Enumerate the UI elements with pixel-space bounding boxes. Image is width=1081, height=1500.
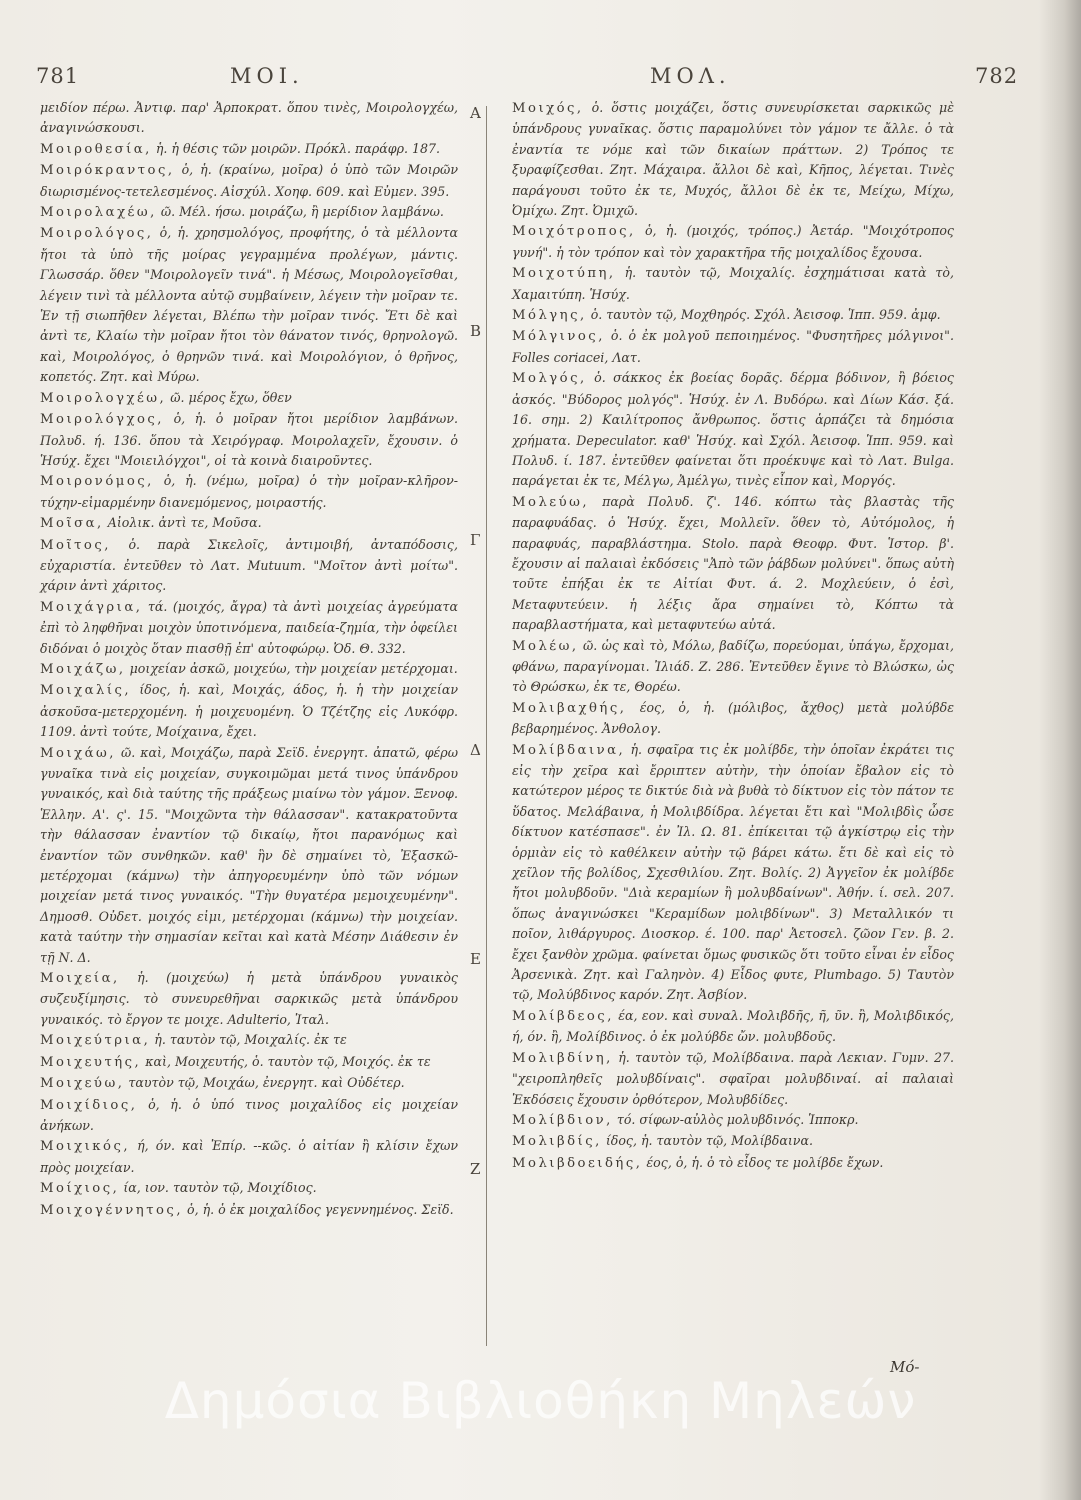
dictionary-entry bbox=[40, 223, 458, 387]
dictionary-entry bbox=[40, 98, 458, 139]
entry-headword: Μολιβδίνη, bbox=[512, 1050, 613, 1066]
dictionary-entry bbox=[512, 326, 954, 368]
column-divider bbox=[486, 106, 487, 1346]
entry-definition: παρὰ Πολυδ. ζ'. 146. κόπτω τὰς βλαστὰς τῆς παραφυάδας. ὁ Ἡσύχ. ἔχει, Μολλεῖν. ὅθεν τὸ, Αὐτόμολος, ἡ παραφυάς, παραβλάστημα. Stolo. παρὰ Θεοφρ. Φυτ. Ἱστορ. β'. ἔχουσιν αἱ παλαιαὶ ἐκδόσεις "Ἀπὸ τῶν ῥάβδων μολύνει". ὅπως αὐτὴ τοῦτε ἐπήξαι ἐκ τε Αἰτίαι Φυτ. ά. 2. Μοχλεύειν, ὁ ἐσὶ, Μεταφυτεύειν. ἡ λέξις ἄρα σημαίνει τὸ, Κόπτω τὰ παραβλαστήματα, καὶ μεταφυτεύω αὐτά. bbox=[512, 493, 954, 633]
entry-headword: Μολίβδιον, bbox=[512, 1112, 613, 1128]
dictionary-entry bbox=[40, 409, 458, 471]
entry-headword: Μοιρολαχέω, bbox=[40, 205, 157, 221]
entry-definition: ίδος, ἡ. καὶ, Μοιχάς, άδος, ἡ. ἡ τὴν μοιχείαν ἀσκοῦσα-μετερχομένη. ἡ μοιχευομένη. Ὁ Τζέτζης εἰς Λυκόφρ. 1109. ἀντὶ τούτε, Μοίχαινα, ἔχει. bbox=[40, 682, 458, 740]
entry-definition: ίδος, ἡ. ταυτὸν τῷ, Μολίβδαινα. bbox=[605, 1133, 813, 1149]
dictionary-entry bbox=[512, 492, 954, 636]
entry-definition: μοιχείαν ἀσκῶ, μοιχεύω, τὴν μοιχείαν μετέρχομαι. bbox=[129, 660, 458, 676]
dictionary-entry bbox=[40, 1200, 458, 1221]
dictionary-entry bbox=[40, 139, 458, 160]
dictionary-entry bbox=[40, 160, 458, 202]
right-running-headword: ΜΟΛ. bbox=[650, 64, 731, 88]
entry-definition: ὁ, ἡ. (νέμω, μοῖρα) ὁ τὴν μοῖραν-κλῆρον-τύχην-εἱμαρμένην διανεμόμενος, μοιραστής. bbox=[40, 473, 458, 510]
dictionary-entry bbox=[40, 471, 458, 513]
entry-headword: Μοιχάζω, bbox=[40, 661, 126, 677]
entry-headword: Μοιχάγρια, bbox=[40, 599, 143, 615]
dictionary-entry bbox=[40, 1136, 458, 1178]
entry-headword: Μοιχότροπος, bbox=[512, 224, 636, 240]
entry-definition: έος, ὁ, ἡ. (μόλιβος, ἄχθος) μετὰ μολύβδε βεβαρημένος. Ἀνθολογ. bbox=[512, 699, 954, 737]
dictionary-entry bbox=[40, 388, 458, 409]
signature-letter: Β bbox=[470, 322, 482, 340]
left-running-headword: ΜΟΙ. bbox=[230, 64, 304, 88]
signature-letter: Ζ bbox=[470, 1160, 481, 1178]
dictionary-entry bbox=[512, 636, 954, 698]
entry-definition: μειδίον πέρω. Ἀντιφ. παρ' Ἀρποκρατ. ὅπου τινὲς, Μοιρολογχέω, ἀναγινώσκουσι. bbox=[40, 100, 458, 136]
entry-headword: Μοιρονόμος, bbox=[40, 474, 154, 490]
entry-definition: ὁ, ἡ. ὁ μοῖραν ἤτοι μερίδιον λαμβάνων. Πολυδ. ή. 136. ὅπου τὰ Χειρόγραφ. Μοιρολαχεῖν, ἔχουσιν. ὁ Ἡσύχ. ἔχει "Μοιειλόγχοι", οἱ τὰ κοινὰ διαιροῦντες. bbox=[40, 411, 458, 468]
entry-definition: ὁ. σάκκος ἐκ βοείας δορᾶς. δέρμα βόδινον, ἢ βόειος ἀσκός. "Βύδορος μολγός". Ἡσύχ. ἐν Λ. Βυδόρω. καὶ Δίων Κάσ. ξά. 16. σημ. 2) Καιλίτροπος ἄνθρωπος. ὅστις ἁρπάζει τὰ δημόσια χρήματα. Depeculator. καθ' Ἡσύχ. καὶ Σχόλ. Ἀεισοφ. Ἱππ. 959. καὶ Πολυδ. ί. 187. ἐντεῦθεν φαίνεται ὅτι προέκυψε καὶ τὸ Λατ. Bulga. παράγεται ἐκ τε, Μέλγω, Ἀμέλγω, τινὲς εἶπον καὶ, Μοργός. bbox=[512, 370, 954, 489]
signature-letter: Γ bbox=[470, 531, 481, 549]
entry-definition: ἡ. ταυτὸν τῷ, Μοιχαλίς. ἐκ τε bbox=[154, 1032, 347, 1048]
entry-headword: Μολιβδοειδής, bbox=[512, 1155, 643, 1171]
entry-headword: Μόλγης, bbox=[512, 308, 587, 324]
entry-definition: Αἰολικ. ἀντὶ τε, Μοῦσα. bbox=[107, 515, 262, 531]
entry-headword: Μολιβαχθής, bbox=[512, 700, 627, 716]
library-watermark: Δημόσια Βιβλιοθήκη Μηλεών bbox=[164, 1372, 917, 1430]
dictionary-entry bbox=[512, 1048, 954, 1110]
entry-definition: ὁ. παρὰ Σικελοῖς, ἀντιμοιβή, ἀνταπόδοσις, εὐχαριστία. ἐντεῦθεν τὸ Λατ. Mutuum. "Μοῖτον ἀντὶ μοίτω". χάριν ἀντὶ χάριτος. bbox=[40, 536, 458, 594]
entry-headword: Μοιρόκραντος, bbox=[40, 163, 175, 179]
dictionary-entry bbox=[512, 698, 954, 740]
dictionary-entry bbox=[512, 368, 954, 491]
dictionary-entry bbox=[40, 659, 458, 680]
entry-definition: ὁ, ἡ. (κραίνω, μοῖρα) ὁ ὑπὸ τῶν Μοιρῶν διωρισμένος-τετελεσμένος. Αἰσχύλ. Χοηφ. 609. καὶ Εὐμεν. 395. bbox=[40, 162, 458, 199]
entry-definition: ῶ. καὶ, Μοιχάζω, παρὰ Σεϊδ. ἐνεργητ. ἀπατῶ, φέρω γυναῖκα τινὰ εἰς μοιχείαν, συγκοιμῶμαι μετά τινος ὑπάνδρου γυναικός, καὶ διὰ ταύτης τῆς πράξεως μιαίνω τὸν γάμον. Ξενοφ. Ἑλλην. Α'. ς'. 15. "Μοιχῶντα τὴν θάλασσαν". κατακρατοῦντα τὴν θάλασσαν ἐναντίον τῷ δικαίῳ, ἤτοι παρανόμως καὶ ἐναντίον τῶν συνθηκῶν. καθ' ἣν δὲ σημαίνει τὸ, Ἐξασκῶ-μετέρχομαι (κάμνω) τὴν ἀπηγορευμένην ὑπὸ τῶν νόμων μοιχείαν μετά τινος γυναικός. "Τὴν θυγατέρα μεμοιχευμένην". Δημοσθ. Οὐδετ. μοιχός εἰμι, μετέρχομαι (κάμνω) τὴν μοιχείαν. κατὰ ταύτην τὴν σημασίαν κεῖται καὶ κατὰ Μέσην Διάθεσιν ἐν τῇ Ν. Δ. bbox=[40, 744, 458, 965]
left-column bbox=[40, 98, 458, 1221]
entry-headword: Μολέω, bbox=[512, 638, 579, 654]
signature-letter: Δ bbox=[470, 741, 481, 759]
entry-definition: ὁ. ταυτὸν τῷ, Μοχθηρός. Σχόλ. Ἀεισοφ. Ἱππ. 959. ἀμφ. bbox=[590, 307, 941, 323]
dictionary-entry bbox=[512, 1131, 954, 1152]
dictionary-entry bbox=[40, 680, 458, 742]
entry-headword: Μοιρολόγχος, bbox=[40, 412, 164, 428]
entry-definition: ῶ. Μέλ. ήσω. μοιράζω, ἢ μερίδιον λαμβάνω. bbox=[160, 204, 444, 220]
entry-definition: ταυτὸν τῷ, Μοιχάω, ἐνεργητ. καὶ Οὐδέτερ. bbox=[128, 1075, 405, 1091]
entry-definition: ἡ. ταυτὸν τῷ, Μοιχαλίς. ἐσχημάτισαι κατὰ τὸ, Χαμαιτύπη. Ἡσύχ. bbox=[512, 265, 954, 302]
entry-definition: ὁ, ἡ. (μοιχός, τρόπος.) Ἀετάρ. "Μοιχότροπος γυνή". ἡ τὸν τρόπον καὶ τὸν χαρακτῆρα τῆς μοιχαλίδος ἔχουσα. bbox=[512, 223, 954, 260]
dictionary-entry bbox=[512, 1110, 954, 1131]
entry-definition: τό. σίφων-αὐλὸς μολυβδινός. Ἱπποκρ. bbox=[616, 1111, 859, 1127]
entry-headword: Μολίβδαινα, bbox=[512, 742, 626, 758]
dictionary-entry bbox=[512, 305, 954, 326]
entry-definition: ῶ. μέρος ἔχω, ὅθεν bbox=[170, 389, 292, 405]
entry-headword: Μοιροθεσία, bbox=[40, 141, 152, 157]
entry-definition: ὁ, ἡ. ὁ ἐκ μοιχαλίδος γεγεννημένος. Σεϊδ. bbox=[187, 1201, 454, 1217]
entry-headword: Μοιχίδιος, bbox=[40, 1097, 138, 1113]
entry-definition: ία, ιον. ταυτὸν τῷ, Μοιχίδιος. bbox=[123, 1180, 317, 1196]
dictionary-entry bbox=[40, 1052, 458, 1073]
left-page-number: 781 bbox=[36, 64, 80, 88]
entry-headword: Μοιρολόγος, bbox=[40, 226, 154, 242]
dictionary-entry bbox=[512, 740, 954, 1006]
entry-definition: ὁ, ἡ. ὁ ὑπό τινος μοιχαλίδος εἰς μοιχείαν ἀνήκων. bbox=[40, 1096, 458, 1133]
entry-headword: Μοιχικός, bbox=[40, 1139, 131, 1155]
entry-headword: Μολίβδεος, bbox=[512, 1008, 614, 1024]
entry-headword: Μοιχεία, bbox=[40, 971, 120, 987]
entry-definition: καὶ, Μοιχευτής, ὁ. ταυτὸν τῷ, Μοιχός. ἐκ τε bbox=[145, 1053, 431, 1069]
entry-headword: Μοιχεύτρια, bbox=[40, 1033, 151, 1049]
dictionary-entry bbox=[512, 263, 954, 305]
entry-definition: ἡ. ταυτὸν τῷ, Μολίβδαινα. παρὰ Λεκιαν. Γυμν. 27. "χειροπληθεῖς μολυβδίναις". σφαῖραι μολυβδιναί. αἱ παλαιαὶ Ἐκδόσεις ἔχουσιν ὀρθότερον, Μολυβδίδες. bbox=[512, 1049, 954, 1107]
entry-definition: ή, όν. καὶ Ἐπίρ. --κῶς. ὁ αἰτίαν ἢ κλίσιν ἔχων πρὸς μοιχείαν. bbox=[40, 1138, 458, 1175]
dictionary-entry bbox=[40, 1178, 458, 1199]
entry-headword: Μοιχάω, bbox=[40, 745, 116, 761]
dictionary-entry bbox=[512, 1153, 954, 1174]
dictionary-entry bbox=[40, 1030, 458, 1051]
dictionary-entry bbox=[40, 968, 458, 1030]
entry-headword: Μοιχοτύπη, bbox=[512, 266, 616, 282]
entry-headword: Μοιχός, bbox=[512, 101, 584, 116]
dictionary-entry bbox=[40, 202, 458, 223]
dictionary-entry bbox=[512, 1006, 954, 1048]
entry-definition: ἡ. ἡ θέσις τῶν μοιρῶν. Πρόκλ. παράφρ. 187. bbox=[155, 140, 441, 156]
entry-definition: έα, εον. καὶ συναλ. Μολιβδῆς, ῆ, ῦν. ἢ, Μολιβδικός, ή, όν. ἢ, Μολίβδινος. ὁ ἐκ μολύβδε ὤν. μολυβδοῦς. bbox=[512, 1007, 954, 1045]
entry-definition: ὁ. ὅστις μοιχάζει, ὅστις συνευρίσκεται σαρκικῶς μὲ ὑπάνδρους γυναῖκας. ὅστις παραμολύνει τὸν γάμον τε ἄλλε. ὁ τὰ ἐναντία τε νόμε καὶ τῶν δικαίων πράττων. 2) Τρόπος τε ξυραφίζεσθαι. Ζητ. Μάχαιρα. ἄλλοι δὲ καὶ, Κῆπος, λέγεται. Τινὲς παράγουσι τοῦτο ἐκ τε, Μυχός, ἄλλοι δὲ ἐκ τε, Μείχω, Μίχω, Ὀμίχω. Ζητ. Ὀμιχῶ. bbox=[512, 100, 955, 219]
dictionary-entry bbox=[40, 743, 458, 968]
entry-definition: ἡ. σφαῖρα τις ἐκ μολίβδε, τὴν ὁποῖαν ἐκράτει τις εἰς τὴν χεῖρα καὶ ἔρριπτεν αὐτὴν, τὴν ὁποίαν ἔβαλον εἰς τὸ κατώτερον μέρος τε δικτύε διὰ νὰ βυθὰ τὸ δίκτυον εἰς τὸν πάτον τε ὕδατος. Μελάβαινα, ἡ Μολιβδίδρα. λέγεται ἔτι καὶ "Μολιβδὶς ὦσε δίκτυον κατέσπασε". ἐν Ἰλ. Ω. 81. ἐπίκειται τῷ ἀγκίστρῳ εἰς τὴν ὁρμιὰν εἰς τὸ καθέλκειν αὐτὴν τῷ βάρει κάτω. ἔτι δὲ καὶ εἰς τὸ χεῖλον τῆς βολίδος, Σχεσθιλίου. Ζητ. Βολίς. 2) Ἀγγεῖον ἐκ μολίβδε ἤτοι μολυβδοῦν. "Διὰ κεραμίων ἢ μολυβδαίνων". Ἀθήν. ί. σελ. 207. ὅπως ἀναγινώσκει "Κεραμίδων μολιβδίνων". 3) Μεταλλικόν τι ποῖον, λιθάργυρος. Διοσκορ. έ. 100. παρ' Ἀετοσελ. ζῶον Γεν. β. 2. ἔχει ξανθὸν χρῶμα. φαίνεται ὅμως φυσικῶς ὅτι τοῦτο εἶναι ἐν εἶδος Ἀρσενικὰ. Ζητ. καὶ Γαληνὸν. 4) Εἶδος φυτε, Plumbago. 5) Ταυτὸν τῷ, Μολύβδινος καρόν. Ζητ. Ἀσβίον. bbox=[512, 741, 954, 1003]
book-spine-shadow bbox=[1039, 0, 1081, 1500]
dictionary-entry bbox=[512, 221, 954, 263]
entry-definition: ὁ. ὁ ἐκ μολγοῦ πεποιημένος. "Φυσητῆρες μόλγινοι". Folles coriacei, Λατ. bbox=[512, 328, 954, 365]
entry-headword: Μοῖσα, bbox=[40, 516, 104, 532]
entry-headword: Μοῖτος, bbox=[40, 537, 111, 553]
entry-definition: ἡ. (μοιχεύω) ἡ μετὰ ὑπάνδρου γυναικὸς συζευξίμησις. τὸ συνευρεθῆναι σαρκικῶς μετὰ ὑπάνδρου γυναικός. τὸ ἔργον τε μοιχε. Adulterio, Ἰταλ. bbox=[40, 970, 458, 1027]
entry-headword: Μοιρολογχέω, bbox=[40, 390, 167, 406]
right-column bbox=[512, 98, 954, 1174]
entry-headword: Μόλγινος, bbox=[512, 329, 605, 345]
entry-headword: Μοίχιος, bbox=[40, 1181, 120, 1197]
dictionary-entry bbox=[512, 98, 954, 221]
dictionary-entry bbox=[40, 1095, 458, 1137]
dictionary-entry bbox=[40, 597, 458, 659]
entry-headword: Μολιβδίς, bbox=[512, 1134, 602, 1150]
entry-headword: Μοιχογέννητος, bbox=[40, 1202, 184, 1218]
entry-definition: τά. (μοιχός, ἄγρα) τὰ ἀντὶ μοιχείας ἀγρεύματα ἐπὶ τὸ ληφθῆναι μοιχὸν ὑποτινόμενα, παιδεία-ζημία, τὴν ὀφείλει διδόναι ὁ μοιχὸς ὅταν πιασθῇ ἐπ' αὐτοφώρῳ. Ὀδ. Θ. 332. bbox=[40, 598, 458, 656]
entry-headword: Μοιχευτής, bbox=[40, 1054, 142, 1070]
dictionary-entry bbox=[40, 1073, 458, 1094]
entry-definition: ῶ. ὡς καὶ τὸ, Μόλω, βαδίζω, πορεύομαι, ὑπάγω, ἔρχομαι, φθάνω, παραγίνομαι. Ἰλιάδ. Ζ. 286. Ἐντεῦθεν ἔγινε τὸ Βλώσκω, ὡς τὸ Θρώσκω, ἐκ τε, Θορέω. bbox=[512, 637, 954, 695]
entry-definition: έος, ὁ, ἡ. ὁ τὸ εἶδος τε μολίβδε ἔχων. bbox=[646, 1154, 884, 1170]
catchword: Μό- bbox=[890, 1358, 920, 1376]
entry-headword: Μοιχεύω, bbox=[40, 1076, 125, 1092]
dictionary-entry bbox=[40, 535, 458, 597]
entry-headword: Μολγός, bbox=[512, 371, 587, 387]
right-page-number: 782 bbox=[975, 64, 1019, 88]
entry-headword: Μοιχαλίς, bbox=[40, 683, 132, 699]
signature-letter: Α bbox=[470, 104, 481, 122]
entry-headword: Μολεύω, bbox=[512, 494, 590, 510]
signature-letter: Ε bbox=[470, 950, 481, 968]
entry-definition: ὁ, ἡ. χρησμολόγος, προφήτης, ὁ τὰ μέλλοντα ἤτοι τὰ ὑπὸ τῆς μοίρας γεγραμμένα προλέγων, μάντις. Γλωσσάρ. ὅθεν "Μοιρολογεῖν τινά". ἡ Μέσως, Μοιρολογεῖσθαι, λέγειν τινὶ τὰ μέλλοντα αὐτῷ συμβαίνειν, λέγειν τὴν μοῖραν τε. Ἐν τῇ σιωπῆθεν λέγεται, Βλέπω τὴν μοῖραν τινός. Ἔτι δὲ καὶ ἀντὶ τε, Κλαίω τὴν μοῖραν ἤτοι τὸν θάνατον τινός, θρηνολογῶ. καὶ, Μοιρολόγος, ὁ θρηνῶν τινά. καὶ Μοιρολόγιον, ὁ θρῆνος, κοπετός. Ζητ. καὶ Μύρω. bbox=[40, 225, 458, 385]
dictionary-entry bbox=[40, 513, 458, 534]
